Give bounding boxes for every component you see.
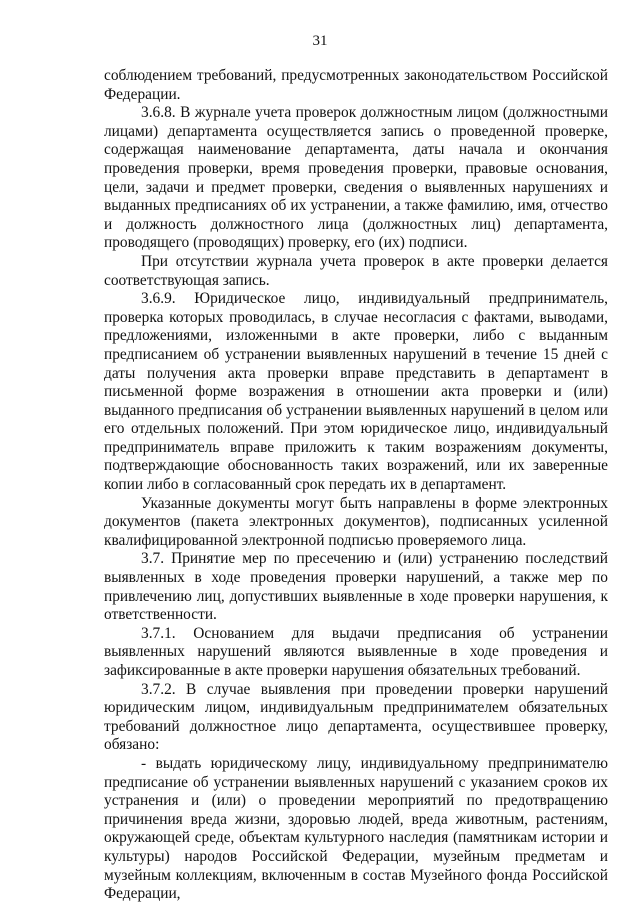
paragraph-3-7-2: 3.7.2. В случае выявления при проведении проверки нарушений юридическим лицом, индивидуальным предпринимателем обязательных требований должностное лицо департамента, осуществившее проверку, обязано: [104,680,608,754]
document-body [104,67,608,904]
paragraph-3-6-8: 3.6.8. В журнале учета проверок должностным лицом (должностными лицами) департамента осуществляется запись о проведенной проверке, содержащая наименование департамента, даты начала и окончания проведения проверки, время проведения проверки, правовые основания, цели, задачи и предмет проверки, сведения о выявленных нарушениях и выданных предписаниях об их устранении, а также фамилию, имя, отчество и должность должностного лица (должностных лиц) департамента, проводящего (проводящих) проверку, его (их) подписи. [104,104,608,252]
page-number: 31 [312,33,328,49]
paragraph-3-7-1: 3.7.1. Основанием для выдачи предписания об устранении выявленных нарушений являются выявленные в ходе проведения и зафиксированные в акте проверки нарушения обязательных требований. [104,624,608,679]
paragraph-no-journal: При отсутствии журнала учета проверок в акте проверки делается соответствующая запись. [104,252,608,289]
paragraph-list-item: - выдать юридическому лицу, индивидуальному предпринимателю предписание об устранении выявленных нарушений с указанием сроков их устранения и (или) о проведении мероприятий по предотвращению причинения вреда жизни, здоровью людей, вреда животным, растениям, окружающей среде, объектам культурного наследия (памятникам истории и культуры) народов Российской Федерации, музейным предметам и музейным коллекциям, включенным в состав Музейного фонда Российской Федерации, [104,754,608,903]
paragraph-continuation: соблюдением требований, предусмотренных законодательством Российской Федерации. [104,67,608,103]
paragraph-3-7: 3.7. Принятие мер по пресечению и (или) устранению последствий выявленных в ходе проведения проверки нарушений, а также мер по привлечению лиц, допустивших выявленные в ходе проверки нарушения, к ответственности. [104,550,608,624]
paragraph-electronic-documents: Указанные документы могут быть направлены в форме электронных документов (пакета электронных документов), подписанных усиленной квалифицированной электронной подписью проверяемого лица. [104,494,608,549]
paragraph-3-6-9: 3.6.9. Юридическое лицо, индивидуальный предприниматель, проверка которых проводилась, в случае несогласия с фактами, выводами, предложениями, изложенными в акте проверки, либо с выданным предписанием об устранении выявленных нарушений в течение 15 дней с даты получения акта проверки вправе представить в департамент в письменной форме возражения в отношении акта проверки и (или) выданного предписания об устранении выявленных нарушений в целом или его отдельных положений. При этом юридическое лицо, индивидуальный предприниматель вправе приложить к таким возражениям документы, подтверждающие обоснованность таких возражений, или их заверенные копии либо в согласованный срок передать их в департамент. [104,290,608,494]
